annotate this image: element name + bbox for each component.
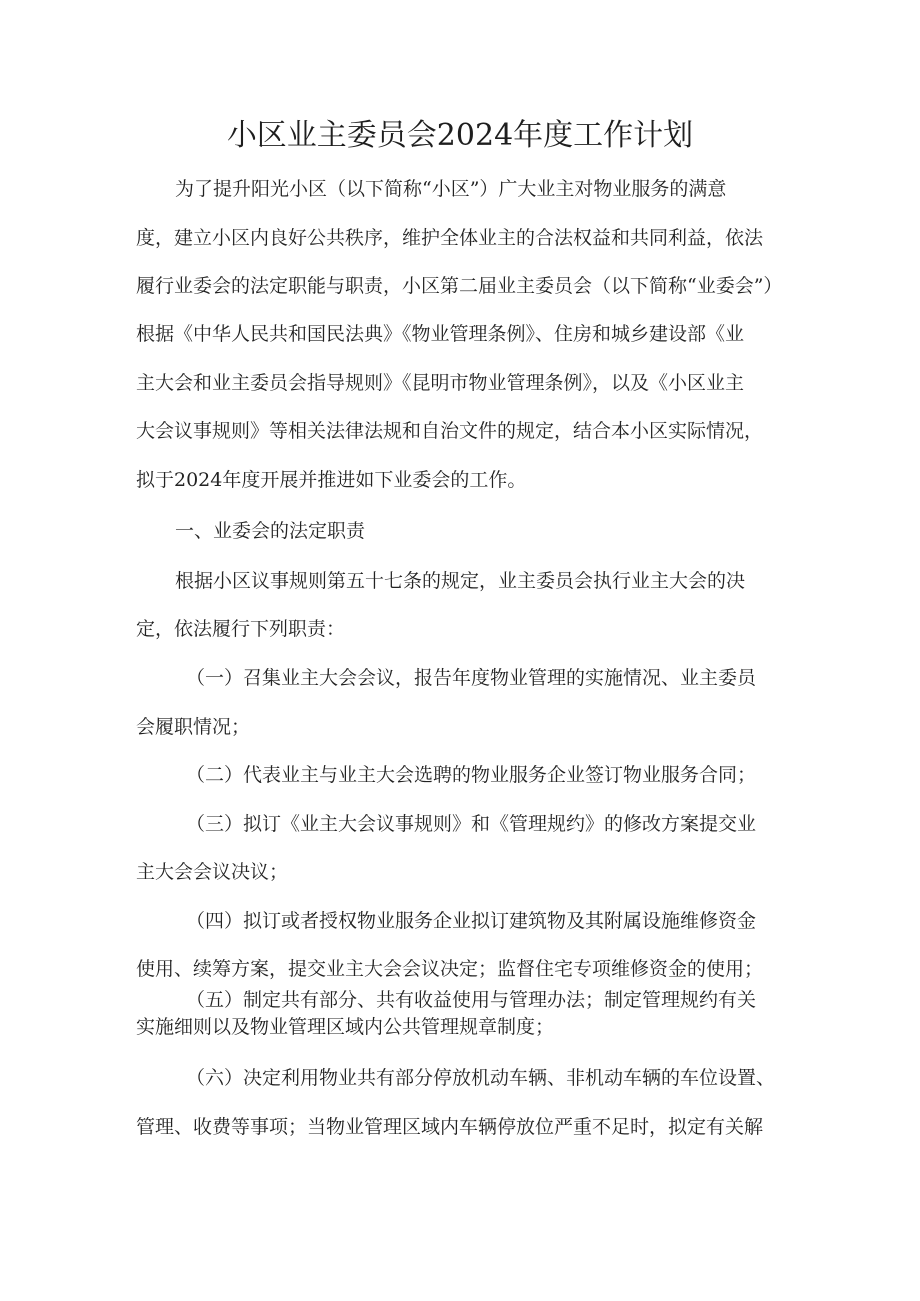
duty-item-4-line-2: 使用、续筹方案，提交业主大会会议决定；监督住宅专项维修资金的使用； xyxy=(136,958,764,980)
duty-item-4-line-1: （四）拟订或者授权物业服务企业拟订建筑物及其附属设施维修资金 xyxy=(186,910,757,932)
duty-item-3-line-1: （三）拟订《业主大会议事规则》和《管理规约》的修改方案提交业 xyxy=(186,813,757,835)
paragraph-intro-line-2: 度，建立小区内良好公共秩序，维护全体业主的合法权益和共同利益，依法 xyxy=(136,227,764,249)
paragraph-intro-line-4: 根据《中华人民共和国民法典》《物业管理条例》、住房和城乡建设部《业 xyxy=(136,323,745,345)
document-title: 小区业主委员会2024年度工作计划 xyxy=(226,118,694,153)
duty-item-1-line-2: 会履职情况； xyxy=(136,716,251,738)
paragraph-basis-line-1: 根据小区议事规则第五十七条的规定，业主委员会执行业主大会的决 xyxy=(175,570,746,592)
paragraph-intro-line-6: 大会议事规则》等相关法律法规和自治文件的规定，结合本小区实际情况， xyxy=(136,420,764,442)
paragraph-intro-line-5: 主大会和业主委员会指导规则》《昆明市物业管理条例》，以及《小区业主 xyxy=(136,372,745,394)
duty-item-1-line-1: （一）召集业主大会会议，报告年度物业管理的实施情况、业主委员 xyxy=(186,667,757,689)
paragraph-intro-line-1: 为了提升阳光小区（以下简称“小区”）广大业主对物业服务的满意 xyxy=(175,178,727,200)
duty-item-5-line-1: （五）制定共有部分、共有收益使用与管理办法；制定管理规约有关 xyxy=(186,989,757,1011)
paragraph-intro-line-7: 拟于2024年度开展并推进如下业委会的工作。 xyxy=(136,469,527,491)
paragraph-intro-line-3: 履行业委会的法定职能与职责，小区第二届业主委员会（以下简称“业委会”） xyxy=(136,275,783,297)
duty-item-2: （二）代表业主与业主大会选聘的物业服务企业签订物业服务合同； xyxy=(186,764,757,786)
section-heading: 一、业委会的法定职责 xyxy=(175,520,366,542)
duty-item-6-line-1: （六）决定利用物业共有部分停放机动车辆、非机动车辆的车位设置、 xyxy=(186,1067,776,1089)
duty-item-3-line-2: 主大会会议决议； xyxy=(136,861,289,883)
duty-item-6-line-2: 管理、收费等事项；当物业管理区域内车辆停放位严重不足时，拟定有关解 xyxy=(136,1116,764,1138)
paragraph-basis-line-2: 定，依法履行下列职责： xyxy=(136,618,346,640)
duty-item-5-line-2: 实施细则以及物业管理区域内公共管理规章制度； xyxy=(136,1016,555,1038)
